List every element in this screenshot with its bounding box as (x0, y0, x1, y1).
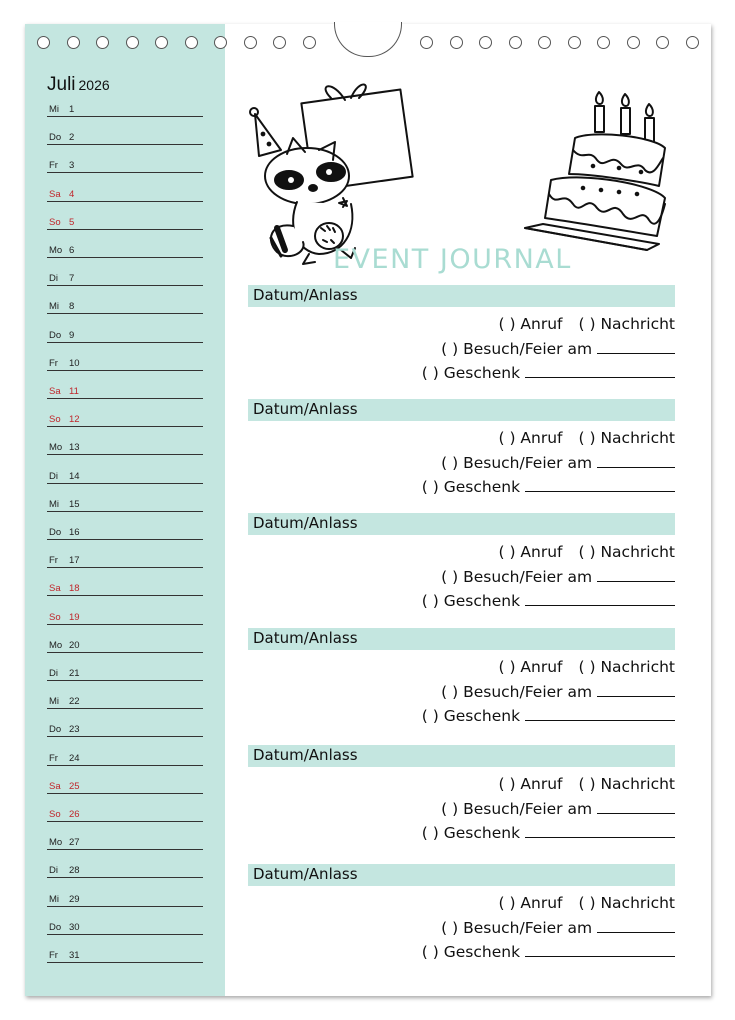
day-weekday: Fr (49, 950, 58, 961)
day-date: 7 (69, 273, 75, 285)
binding-hole (597, 36, 610, 49)
day-date: 29 (69, 893, 80, 905)
visit-option-row (441, 799, 675, 818)
gift-blank (525, 363, 675, 378)
entry-heading: Datum/Anlass (253, 746, 358, 764)
day-weekday: Mi (49, 104, 60, 115)
day-row (47, 722, 203, 737)
binding-hole (509, 36, 522, 49)
gift-option-row (422, 591, 675, 610)
visit-date-blank (597, 567, 675, 582)
calendar-page (25, 24, 711, 996)
day-row (47, 102, 203, 117)
call-option: ( ) Anruf (498, 315, 563, 333)
day-weekday: Di (49, 470, 58, 482)
day-row (47, 694, 203, 709)
gift-option-row (422, 363, 675, 382)
contact-options (498, 658, 675, 676)
binding-hole (420, 36, 433, 49)
day-row (47, 356, 203, 371)
visit-option-row (441, 918, 675, 937)
gift-option-row (422, 823, 675, 842)
day-date: 18 (69, 583, 80, 595)
entry-heading: Datum/Anlass (253, 400, 358, 418)
contact-options (498, 315, 675, 333)
day-weekday: So (49, 809, 61, 820)
day-weekday: Di (49, 668, 58, 679)
binding-hole (273, 36, 286, 49)
binding-hole (568, 36, 581, 49)
day-date: 13 (69, 442, 80, 454)
day-date: 25 (69, 780, 80, 792)
entry-header-bar (248, 745, 675, 767)
day-date: 12 (69, 414, 80, 426)
day-row (47, 440, 203, 455)
day-date: 6 (69, 245, 75, 256)
gift-option: ( ) Geschenk (421, 364, 521, 382)
visit-date-blank (597, 339, 675, 354)
day-weekday: Fr (49, 357, 58, 369)
day-row (47, 187, 203, 202)
day-weekday: Mi (49, 498, 60, 510)
binding-hole (155, 36, 168, 49)
day-date: 11 (69, 386, 79, 397)
day-row (47, 610, 203, 625)
day-date: 19 (69, 611, 80, 623)
day-weekday: Fr (49, 160, 58, 172)
day-row (47, 948, 203, 963)
day-weekday: Do (49, 329, 62, 341)
day-row (47, 553, 203, 568)
gift-option-row (422, 942, 675, 961)
binding-hole (450, 36, 463, 49)
day-row (47, 525, 203, 540)
entry-header-bar (248, 285, 675, 307)
gift-option: ( ) Geschenk (421, 478, 521, 496)
binding-hole (185, 36, 198, 49)
day-date: 1 (69, 104, 75, 115)
day-weekday: So (49, 414, 61, 426)
day-weekday: Do (49, 527, 62, 538)
entry-header-bar (248, 513, 675, 535)
day-row (47, 299, 203, 314)
day-weekday: Do (49, 132, 62, 144)
day-date: 2 (69, 132, 75, 144)
day-weekday: Do (49, 921, 62, 933)
day-weekday: Mo (49, 442, 63, 454)
day-weekday: Mi (49, 696, 60, 708)
day-date: 27 (69, 837, 80, 849)
entry-heading: Datum/Anlass (253, 865, 358, 883)
day-date: 14 (69, 470, 80, 482)
day-row (47, 581, 203, 596)
day-row (47, 807, 203, 822)
message-option: ( ) Nachricht (578, 543, 675, 561)
day-row (47, 215, 203, 230)
day-date: 31 (69, 950, 80, 961)
day-date: 10 (69, 357, 80, 369)
day-date: 28 (69, 865, 80, 877)
day-weekday: So (49, 611, 61, 623)
visit-option-row (441, 682, 675, 701)
day-weekday: Fr (49, 752, 58, 764)
binding-hole (126, 36, 139, 49)
binding-hole (686, 36, 699, 49)
gift-option: ( ) Geschenk (421, 707, 521, 725)
visit-date-blank (597, 453, 675, 468)
binding-hole (67, 36, 80, 49)
journal-entry (248, 513, 675, 613)
visit-option: ( ) Besuch/Feier am (441, 454, 593, 472)
message-option: ( ) Nachricht (578, 775, 675, 793)
month-heading (47, 74, 110, 96)
visit-option: ( ) Besuch/Feier am (441, 683, 593, 701)
binding-hole (37, 36, 50, 49)
binding-hole (627, 36, 640, 49)
visit-option: ( ) Besuch/Feier am (441, 919, 593, 937)
month-year: 2026 (78, 77, 110, 93)
day-date: 17 (69, 555, 80, 567)
contact-options (498, 775, 675, 793)
day-row (47, 158, 203, 173)
day-weekday: Sa (49, 583, 61, 595)
journal-entry (248, 399, 675, 499)
journal-title: EVENT JOURNAL (333, 244, 572, 275)
day-row (47, 497, 203, 512)
message-option: ( ) Nachricht (578, 658, 675, 676)
day-row (47, 412, 203, 427)
entry-heading: Datum/Anlass (253, 629, 358, 647)
day-weekday: Di (49, 273, 58, 285)
journal-entry (248, 285, 675, 385)
day-weekday: Mi (49, 893, 60, 905)
entry-heading: Datum/Anlass (253, 514, 358, 532)
binding-hole (479, 36, 492, 49)
day-row (47, 666, 203, 681)
day-weekday: Sa (49, 188, 61, 200)
gift-option: ( ) Geschenk (421, 824, 521, 842)
day-row (47, 328, 203, 343)
day-weekday: So (49, 216, 61, 228)
gift-blank (525, 477, 675, 492)
day-date: 4 (69, 188, 75, 200)
call-option: ( ) Anruf (498, 543, 563, 561)
day-weekday: Mo (49, 639, 63, 651)
message-option: ( ) Nachricht (578, 429, 675, 447)
message-option: ( ) Nachricht (578, 315, 675, 333)
day-row (47, 243, 203, 258)
day-weekday: Sa (49, 780, 61, 792)
day-date: 9 (69, 329, 75, 341)
month-name: Juli (47, 74, 76, 95)
day-row (47, 271, 203, 286)
day-row (47, 469, 203, 484)
day-date: 30 (69, 921, 80, 933)
binding-hole (96, 36, 109, 49)
call-option: ( ) Anruf (498, 775, 563, 793)
day-date: 16 (69, 527, 80, 538)
day-row (47, 892, 203, 907)
visit-option-row (441, 567, 675, 586)
day-weekday: Do (49, 724, 62, 736)
day-weekday: Mo (49, 245, 63, 256)
day-weekday: Mo (49, 837, 63, 849)
gift-blank (525, 942, 675, 957)
entry-header-bar (248, 864, 675, 886)
day-date: 8 (69, 301, 75, 313)
day-row (47, 130, 203, 145)
day-row (47, 863, 203, 878)
day-date: 24 (69, 752, 80, 764)
visit-option: ( ) Besuch/Feier am (441, 800, 593, 818)
day-row (47, 835, 203, 850)
gift-blank (525, 591, 675, 606)
day-date: 22 (69, 696, 80, 708)
birthday-cake-icon (523, 86, 673, 256)
contact-options (498, 543, 675, 561)
gift-option-row (422, 477, 675, 496)
day-weekday: Sa (49, 386, 61, 397)
call-option: ( ) Anruf (498, 658, 563, 676)
day-row (47, 751, 203, 766)
visit-date-blank (597, 799, 675, 814)
gift-option: ( ) Geschenk (421, 592, 521, 610)
gift-option: ( ) Geschenk (421, 943, 521, 961)
raccoon-with-gift-icon (247, 76, 417, 266)
visit-option-row (441, 453, 675, 472)
contact-options (498, 429, 675, 447)
visit-date-blank (597, 918, 675, 933)
gift-blank (525, 706, 675, 721)
entry-header-bar (248, 628, 675, 650)
day-date: 5 (69, 216, 75, 228)
journal-entry (248, 628, 675, 728)
binding-hole (244, 36, 257, 49)
binding-hole (656, 36, 669, 49)
visit-option: ( ) Besuch/Feier am (441, 568, 593, 586)
day-date: 3 (69, 160, 75, 172)
day-row (47, 638, 203, 653)
day-weekday: Fr (49, 555, 58, 567)
visit-option-row (441, 339, 675, 358)
contact-options (498, 894, 675, 912)
message-option: ( ) Nachricht (578, 894, 675, 912)
day-weekday: Di (49, 865, 58, 877)
binding-hole (214, 36, 227, 49)
binding-hole (538, 36, 551, 49)
visit-option: ( ) Besuch/Feier am (441, 340, 593, 358)
day-date: 23 (69, 724, 80, 736)
day-date: 15 (69, 498, 80, 510)
visit-date-blank (597, 682, 675, 697)
gift-blank (525, 823, 675, 838)
journal-entry (248, 745, 675, 845)
call-option: ( ) Anruf (498, 429, 563, 447)
day-row (47, 384, 203, 399)
call-option: ( ) Anruf (498, 894, 563, 912)
entry-heading: Datum/Anlass (253, 286, 358, 304)
day-row (47, 920, 203, 935)
day-weekday: Mi (49, 301, 60, 313)
day-date: 20 (69, 639, 80, 651)
day-date: 26 (69, 809, 80, 820)
gift-option-row (422, 706, 675, 725)
binding-hole (303, 36, 316, 49)
entry-header-bar (248, 399, 675, 421)
journal-entry (248, 864, 675, 964)
day-row (47, 779, 203, 794)
day-date: 21 (69, 668, 80, 679)
